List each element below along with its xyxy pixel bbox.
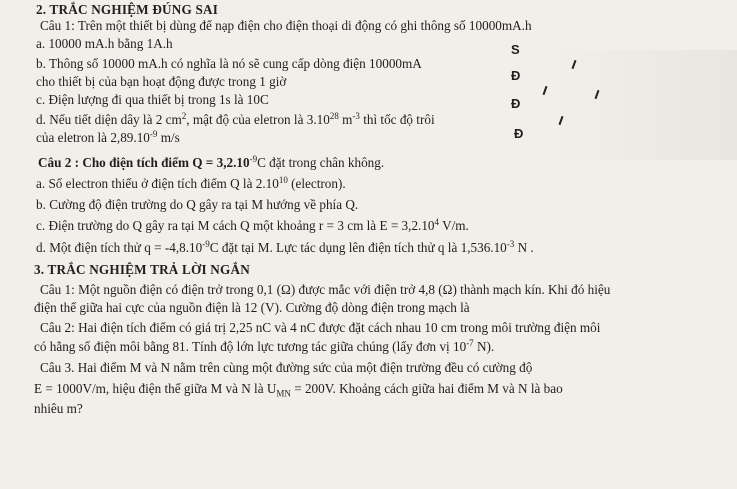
q1-option-d-line2: của eletron là $2,89.10^{-9}$ m/s — [36, 129, 180, 145]
q1-option-b-line1: b. Thông số 10000 mA.h có nghĩa là nó sẽ cung cấp dòng điện 10000mA — [36, 56, 422, 71]
q2-stem: Câu 2 : Cho điện tích điểm $Q = 3,2.10^{-9}C$ đặt trong chân không. — [38, 154, 385, 170]
q1-c-answer: Đ — [511, 96, 521, 111]
q1-option-b-line2: cho thiết bị của bạn hoạt động được trong 1 giờ — [36, 74, 287, 89]
section2-heading: 2. TRẮC NGHIỆM ĐÚNG SAI — [36, 2, 219, 17]
s3-line1: Câu 3. Hai điểm M và N nằm trên cùng một đường sức của một điện trường đều có cường độ — [40, 360, 533, 375]
s1-line1: Câu 1: Một nguồn điện có điện trở trong 0,1 (Ω) được mắc với điện trở 4,8 (Ω) thành mạch kín. Khi đó hiệu — [40, 282, 611, 297]
s3-line3: nhiêu m? — [34, 401, 83, 416]
q1-stem: Câu 1: Trên một thiết bị dùng để nạp điện cho điện thoại di động có ghi thông số 10000mA.h — [40, 18, 532, 33]
q1-option-d-line1: d. Nếu tiết diện dây là 2 $cm^2$, mật độ của eletron là 3.10$^{28}$ $m^{-3}$ thì tốc độ trôi — [36, 111, 435, 127]
section3-heading: 3. TRẮC NGHIỆM TRẢ LỜI NGẮN — [34, 262, 250, 277]
q2-option-d: d. Một điện tích thử $q = -4,8.10^{-9}C$ đặt tại M. Lực tác dụng lên điện tích thử q là $1,536.10^{-3}$ N . — [36, 239, 534, 255]
q2-option-a: a. Số electron thiếu ở điện tích điểm Q là 2.10$^{10}$ (electron). — [36, 175, 346, 191]
s1-line2: điện thế giữa hai cực của nguồn điện là 12 (V). Cường độ dòng điện trong mạch là — [34, 300, 470, 315]
q1-option-a: a. 10000 mA.h bằng 1A.h — [36, 36, 173, 51]
q1-a-answer: S — [511, 42, 520, 57]
s3-line2: E = 1000V/m, hiệu điện thế giữa M và N là $U_{MN} = 200V$. Khoảng cách giữa hai điểm M và N là bao — [34, 381, 563, 399]
photo-shadow — [547, 50, 737, 160]
q1-b-answer: Đ — [511, 68, 521, 83]
q2-option-c: c. Điện trường do Q gây ra tại M cách Q một khoảng r = 3 cm là $E = 3,2.10^4$ V/m. — [36, 217, 469, 233]
s2-line1: Câu 2: Hai điện tích điểm có giá trị 2,25 nC và 4 nC được đặt cách nhau 10 cm trong môi trường điện môi — [40, 320, 601, 335]
q1-d-answer: Đ — [514, 126, 524, 141]
q2-option-b: b. Cường độ điện trường do Q gây ra tại M hướng về phía Q. — [36, 197, 359, 212]
q1-option-c: c. Điện lượng đi qua thiết bị trong 1s là 10C — [36, 92, 269, 107]
s2-line2: có hằng số điện môi bằng 81. Tính độ lớn lực tương tác giữa chúng (lấy đơn vị $10^{-7}$ N). — [34, 338, 495, 354]
